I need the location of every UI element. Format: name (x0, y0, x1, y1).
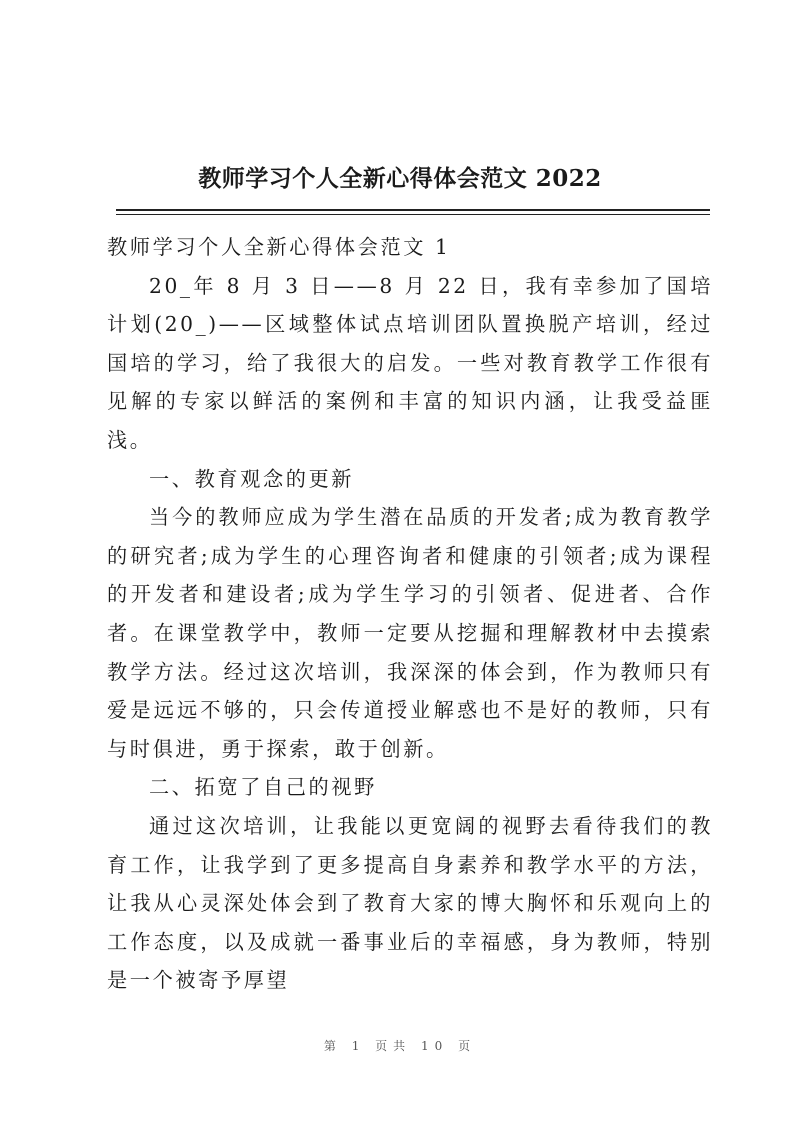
paragraph: 20_年 8 月 3 日——8 月 22 日，我有幸参加了国培计划(20_)——区域整体试点培训团队置换脱产培训，经过国培的学习，给了我很大的启发。一些对教育教学工作很有见解的专家以鲜活的案例和丰富的知识内涵，让我受益匪浅。 (107, 273, 713, 452)
subheading: 一、教育观念的更新 (149, 466, 355, 491)
title-divider (116, 209, 710, 211)
paragraph: 通过这次培训，让我能以更宽阔的视野去看待我们的教育工作，让我学到了更多提高自身素养和教学水平的方法，让我从心灵深处体会到了教育大家的博大胸怀和乐观向上的工作态度，以及成就一番事业后的幸福感，身为教师，特别是一个被寄予厚望 (107, 813, 713, 993)
document-title: 教师学习个人全新心得体会范文 2022 (198, 165, 602, 192)
section-heading: 教师学习个人全新心得体会范文 1 (107, 235, 451, 259)
title-divider-thin (116, 214, 710, 215)
paragraph: 当今的教师应成为学生潜在品质的开发者;成为教育教学的研究者;成为学生的心理咨询者和健康的引领者;成为课程的开发者和建设者;成为学生学习的引领者、促进者、合作者。在课堂教学中，教师一定要从挖掘和理解教材中去摸索教学方法。经过这次培训，我深深的体会到，作为教师只有爱是远远不够的，只会传道授业解惑也不是好的教师，只有与时俱进，勇于探索，敢于创新。 (107, 505, 713, 761)
subheading: 二、拓宽了自己的视野 (149, 775, 377, 800)
page-number: 第 1 页共 10 页 (323, 1039, 477, 1053)
document-body (107, 228, 713, 1000)
